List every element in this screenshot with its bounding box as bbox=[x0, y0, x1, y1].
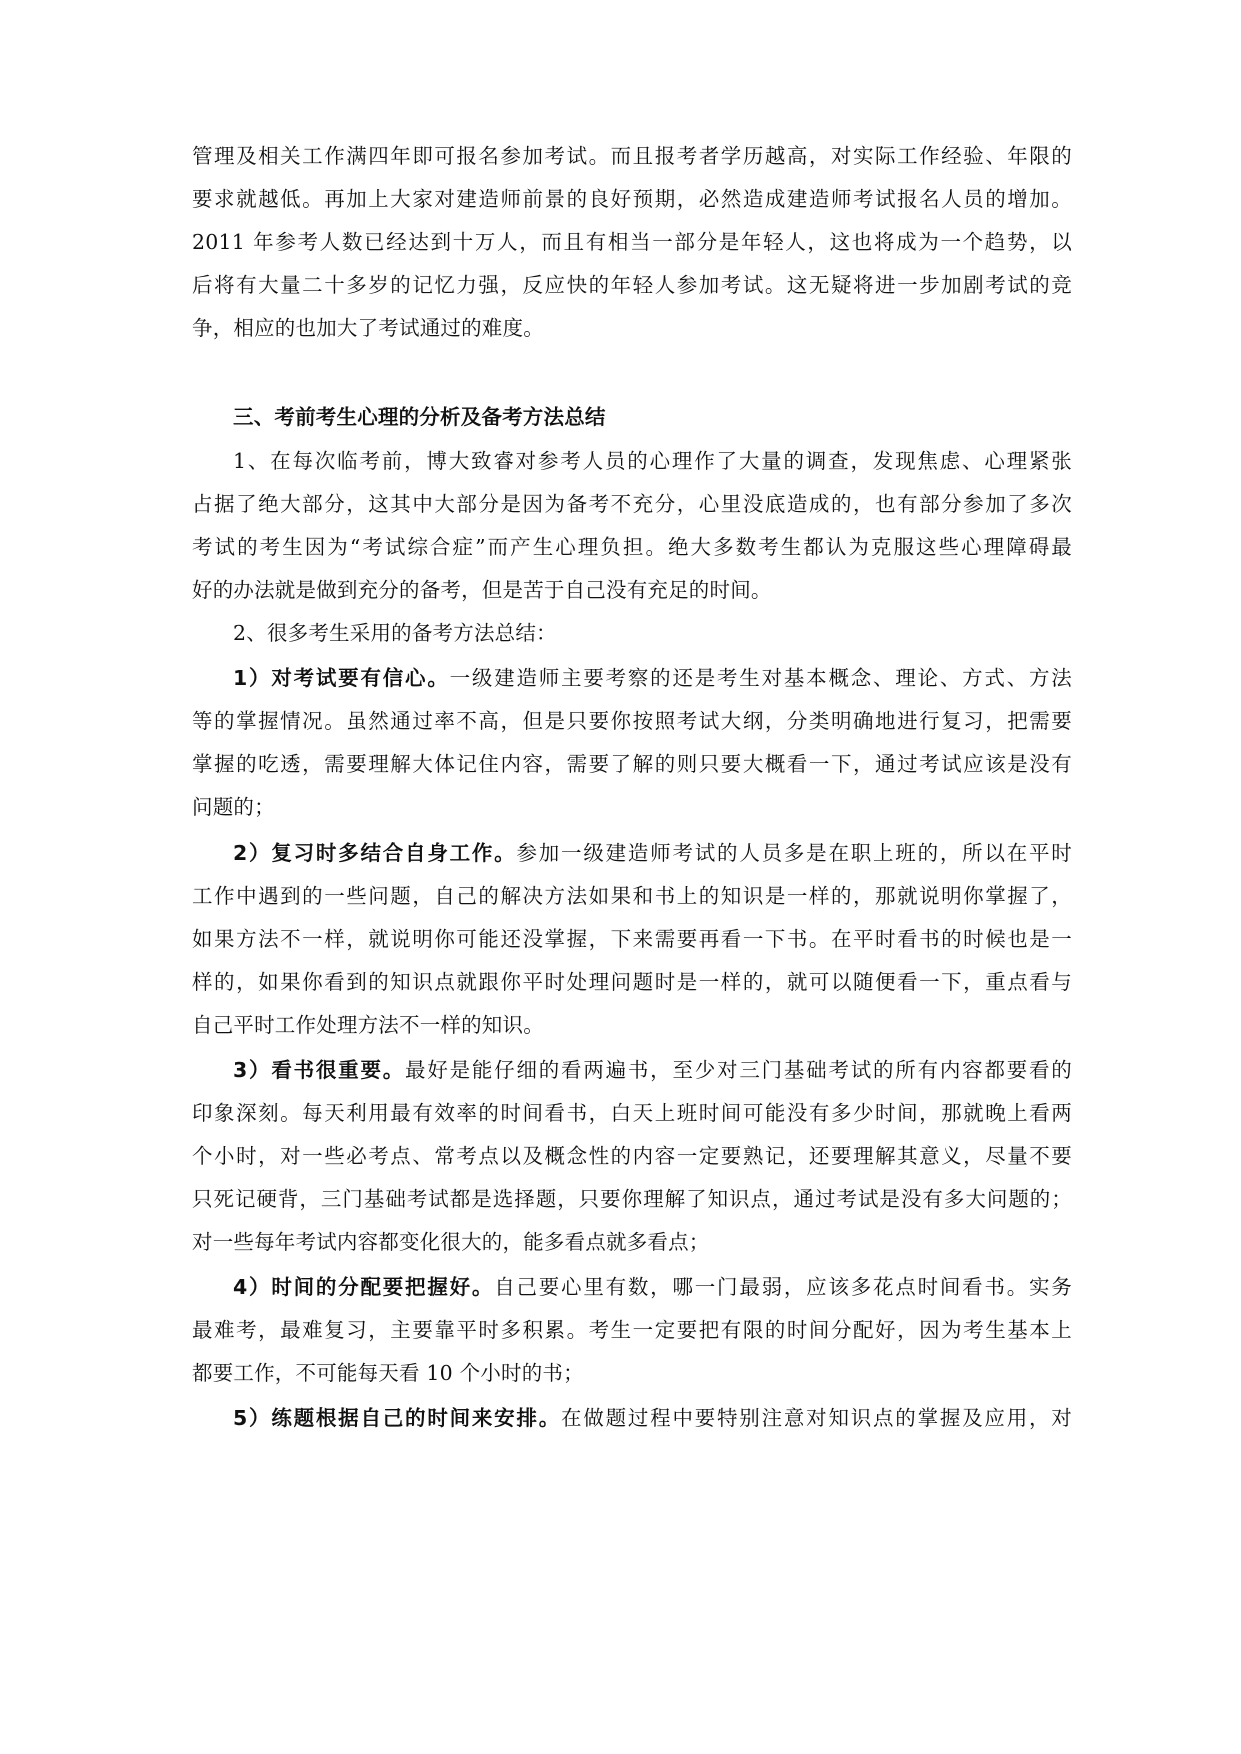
tip-text: 参加一级建造师考试的人员多是在职上班的，所以在平时 bbox=[516, 841, 1072, 865]
body-text-line: 考试的考生因为“考试综合症”而产生心理负担。绝大多数考生都认为克服这些心理障碍最 bbox=[192, 535, 1072, 559]
body-text-line: 只死记硬背，三门基础考试都是选择题，只要你理解了知识点，通过考试是没有多大问题的； bbox=[192, 1187, 1072, 1211]
body-text-line: 掌握的吃透，需要理解大体记住内容，需要了解的则只要大概看一下，通过考试应该是没有 bbox=[192, 752, 1072, 776]
body-text-line: 如果方法不一样，就说明你可能还没掌握，下来需要再看一下书。在平时看书的时候也是一 bbox=[192, 927, 1072, 951]
body-text-line: 占据了绝大部分，这其中大部分是因为备考不充分，心里没底造成的，也有部分参加了多次 bbox=[192, 492, 1072, 516]
body-text-line: 都要工作，不可能每天看 10 个小时的书； bbox=[192, 1361, 584, 1385]
body-text-line: 对一些每年考试内容都变化很大的，能多看点就多看点； bbox=[192, 1230, 710, 1254]
tip-first-line bbox=[233, 839, 1072, 867]
body-text-line: 个小时，对一些必考点、常考点以及概念性的内容一定要熟记，还要理解其意义，尽量不要 bbox=[192, 1144, 1072, 1168]
body-text-line: 等的掌握情况。虽然通过率不高，但是只要你按照考试大纲，分类明确地进行复习，把需要 bbox=[192, 709, 1072, 733]
tip-lead: 1）对考试要有信心。 bbox=[233, 666, 450, 690]
tip-lead: 3）看书很重要。 bbox=[233, 1058, 406, 1082]
body-text-line: 最难考，最难复习，主要靠平时多积累。考生一定要把有限的时间分配好，因为考生基本上 bbox=[192, 1318, 1072, 1342]
tip-lead: 5）练题根据自己的时间来安排。 bbox=[233, 1406, 562, 1430]
body-text-line: 要求就越低。再加上大家对建造师前景的良好预期，必然造成建造师考试报名人员的增加。 bbox=[192, 187, 1072, 211]
body-text-line: 问题的； bbox=[192, 795, 275, 819]
tip-first-line bbox=[233, 1056, 1072, 1084]
tip-first-line bbox=[233, 1273, 1072, 1301]
body-text-line: 争，相应的也加大了考试通过的难度。 bbox=[192, 316, 544, 340]
tip-text: 在做题过程中要特别注意对知识点的掌握及应用，对 bbox=[561, 1406, 1072, 1430]
body-text-line: 自己平时工作处理方法不一样的知识。 bbox=[192, 1013, 544, 1037]
body-text-line: 样的，如果你看到的知识点就跟你平时处理问题时是一样的，就可以随便看一下，重点看与 bbox=[192, 970, 1072, 994]
body-text-line: 好的办法就是做到充分的备考，但是苦于自己没有充足的时间。 bbox=[192, 578, 772, 602]
body-text-line: 2、很多考生采用的备考方法总结： bbox=[233, 621, 557, 645]
tip-first-line bbox=[233, 664, 1072, 692]
body-text-line: 管理及相关工作满四年即可报名参加考试。而且报考者学历越高，对实际工作经验、年限的 bbox=[192, 144, 1072, 168]
tip-text: 一级建造师主要考察的还是考生对基本概念、理论、方式、方法 bbox=[449, 666, 1072, 690]
tip-lead: 2）复习时多结合自身工作。 bbox=[233, 841, 517, 865]
body-text-line: 印象深刻。每天利用最有效率的时间看书，白天上班时间可能没有多少时间，那就晚上看两 bbox=[192, 1101, 1072, 1125]
tip-lead: 4）时间的分配要把握好。 bbox=[233, 1275, 495, 1299]
body-text-line: 工作中遇到的一些问题，自己的解决方法如果和书上的知识是一样的，那就说明你掌握了， bbox=[192, 884, 1072, 908]
tip-text: 最好是能仔细的看两遍书，至少对三门基础考试的所有内容都要看的 bbox=[405, 1058, 1072, 1082]
body-text-line: 1、在每次临考前，博大致睿对参考人员的心理作了大量的调查，发现焦虑、心理紧张 bbox=[233, 449, 1072, 473]
tip-text: 自己要心里有数，哪一门最弱，应该多花点时间看书。实务 bbox=[494, 1275, 1072, 1299]
tip-first-line bbox=[233, 1404, 1072, 1432]
body-text-line: 2011 年参考人数已经达到十万人，而且有相当一部分是年轻人，这也将成为一个趋势，以 bbox=[192, 230, 1072, 254]
body-text-line: 后将有大量二十多岁的记忆力强，反应快的年轻人参加考试。这无疑将进一步加剧考试的竞 bbox=[192, 273, 1072, 297]
section-heading: 三、考前考生心理的分析及备考方法总结 bbox=[233, 405, 606, 429]
